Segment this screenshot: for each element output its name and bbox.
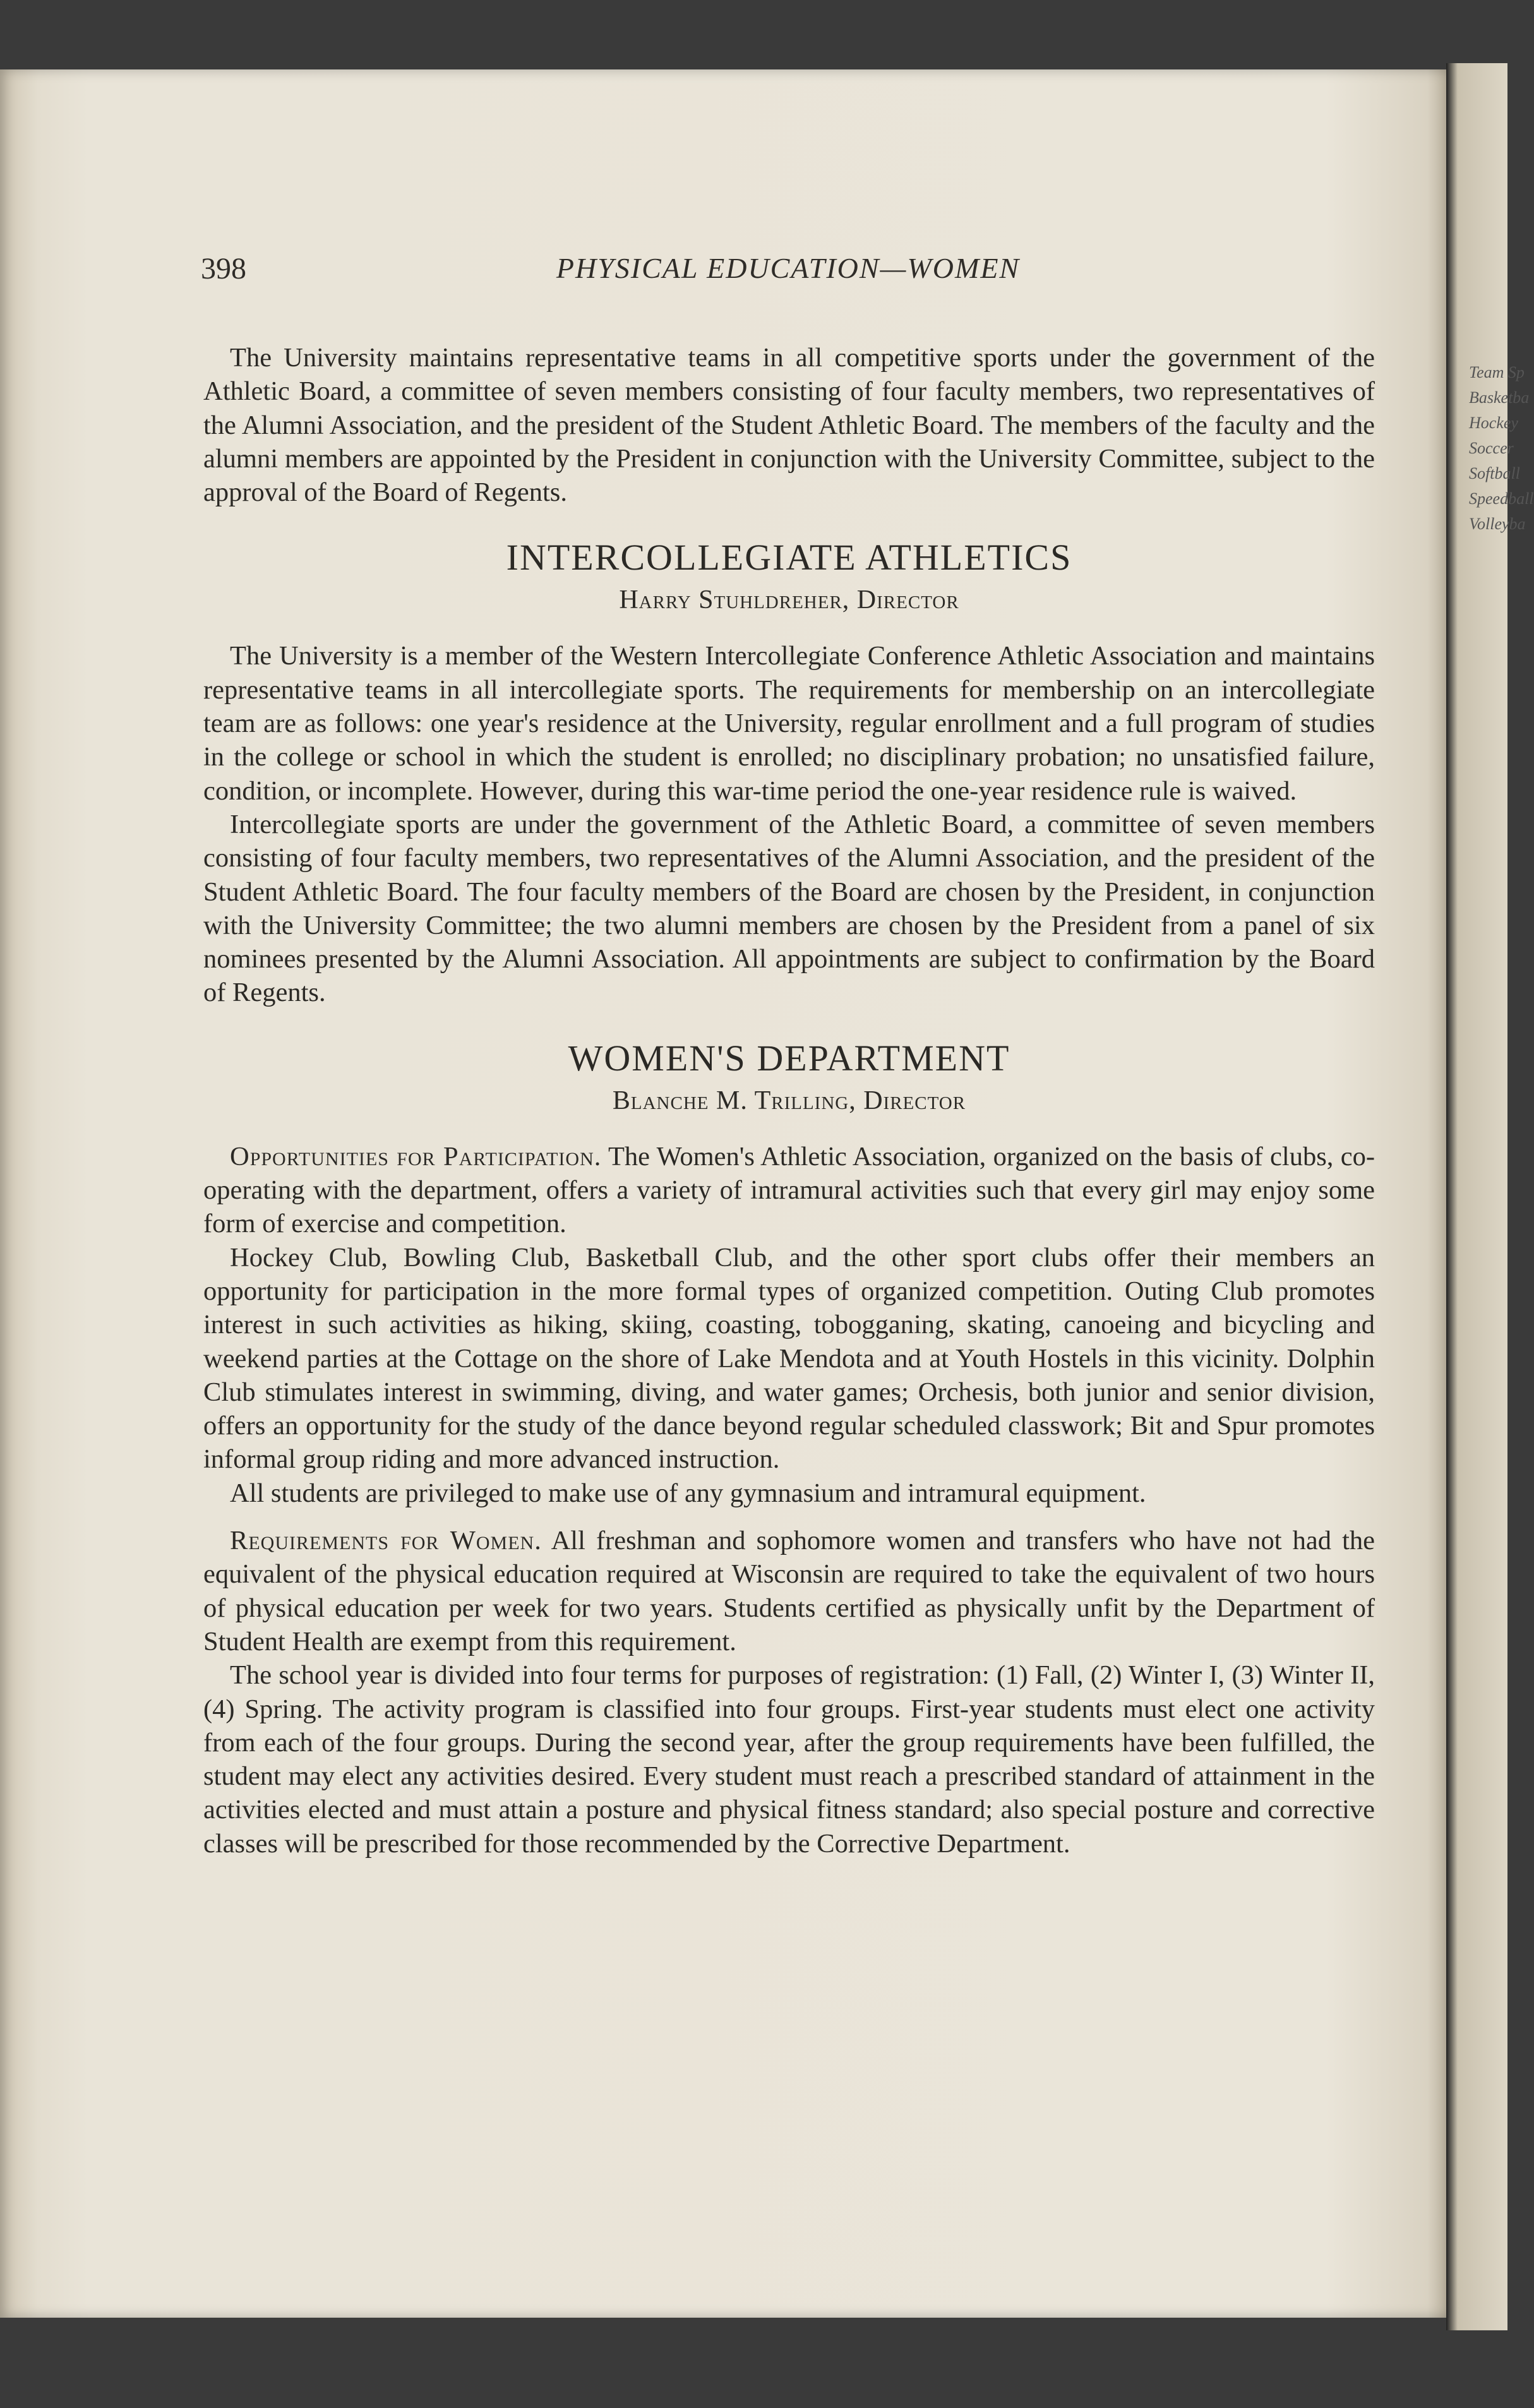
- facing-page-fragment: Hockey: [1469, 414, 1518, 432]
- runin-heading: Opportunities for Participation.: [230, 1141, 602, 1171]
- facing-page-fragment: Softball: [1469, 464, 1520, 482]
- paragraph: [203, 1140, 1375, 1241]
- section-heading-intercollegiate: INTERCOLLEGIATE ATHLETICS: [506, 537, 1072, 578]
- page-header: [201, 251, 1375, 289]
- paragraph: The University is a member of the Western Intercollegiate Conference Athletic Association and maintains representative teams in all intercollegiate sports. The requirements for membership on an intercollegiate team are as follows: one year's residence at the University, regular enrollment and a full program of studies in the college or school in which the student is enrolled; no disciplinary probation; no unsatisfied failure, condition, or incomplete. However, during this war-time period the one-year residence rule is waived.: [203, 641, 1375, 806]
- director-byline: Harry Stuhldreher, Director: [619, 585, 959, 615]
- running-title: PHYSICAL EDUCATION—WOMEN: [556, 252, 1021, 284]
- director-byline: Blanche M. Trilling, Director: [612, 1086, 966, 1115]
- section-heading-womens-department: WOMEN'S DEPARTMENT: [568, 1037, 1010, 1079]
- facing-page-fragment: Basketba: [1469, 388, 1530, 407]
- paragraph: All students are privileged to make use of any gymnasium and intramural equipment.: [230, 1478, 1146, 1508]
- paragraph-text: The Women's Athletic Association, organized on the basis of clubs, co-operating with the department, offers a variety of intramural activities such that every girl may enjoy some form of exercise and competition.: [203, 1141, 1375, 1239]
- paragraph: Hockey Club, Bowling Club, Basketball Club, and the other sport clubs offer their members an opportunity for participation in the more formal types of organized competition. Outing Club promotes interest in such activities as hiking, skiing, coasting, tobogganing, skating, canoeing and bicycling and weekend parties at the Cottage on the shore of Lake Mendota and at Youth Hostels in this vicinity. Dolphin Club stimulates interest in swimming, diving, and water games; Orchesis, both junior and senior division, offers an opportunity for the study of the dance beyond regular scheduled classwork; Bit and Spur promotes informal group riding and more advanced instruction.: [203, 1242, 1375, 1475]
- intro-paragraph: The University maintains representative teams in all competitive sports under the government of the Athletic Board, a committee of seven members consisting of four faculty members, two representatives of the Alumni Association, and the president of the Student Athletic Board. The members of the faculty and the alumni members are appointed by the President in conjunction with the University Committee, subject to the approval of the Board of Regents.: [203, 343, 1375, 508]
- page-number: 398: [201, 252, 246, 285]
- page-body: [203, 341, 1375, 1860]
- facing-page-fragment: Team Sp: [1469, 363, 1525, 381]
- facing-page-fragment: Speedball: [1469, 489, 1534, 508]
- runin-heading: Requirements for Women.: [230, 1526, 542, 1556]
- facing-page-fragment: Volleyba: [1469, 515, 1526, 533]
- paragraph: The school year is divided into four terms for purposes of registration: (1) Fall, (2) Winter I, (3) Winter II, (4) Spring. The activity program is classified into four groups. First-year students must elect one activity from each of the four groups. During the second year, after the group requirements have been fulfilled, the student may elect any activities desired. Every student must reach a prescribed standard of attainment in the activities elected and must attain a posture and physical fitness standard; also special posture and corrective classes will be prescribed for those recommended by the Corrective Department.: [203, 1660, 1375, 1859]
- paragraph: [203, 1524, 1375, 1658]
- facing-page-edge: [1446, 63, 1534, 2330]
- facing-page-fragment: Soccer: [1469, 439, 1514, 457]
- paragraph-text: All freshman and sophomore women and transfers who have not had the equivalent of the physical education required at Wisconsin are required to take the equivalent of two hours of physical education per week for two years. Students certified as physically unfit by the Department of Student Health are exempt from this requirement.: [203, 1526, 1375, 1656]
- paragraph: Intercollegiate sports are under the government of the Athletic Board, a committee of seven members consisting of four faculty members, two representatives of the Alumni Association, and the president of the Student Athletic Board. The four faculty members of the Board are chosen by the President, in conjunction with the University Committee; the two alumni members are chosen by the President from a panel of six nominees presented by the Alumni Association. All appointments are subject to confirmation by the Board of Regents.: [203, 809, 1375, 1008]
